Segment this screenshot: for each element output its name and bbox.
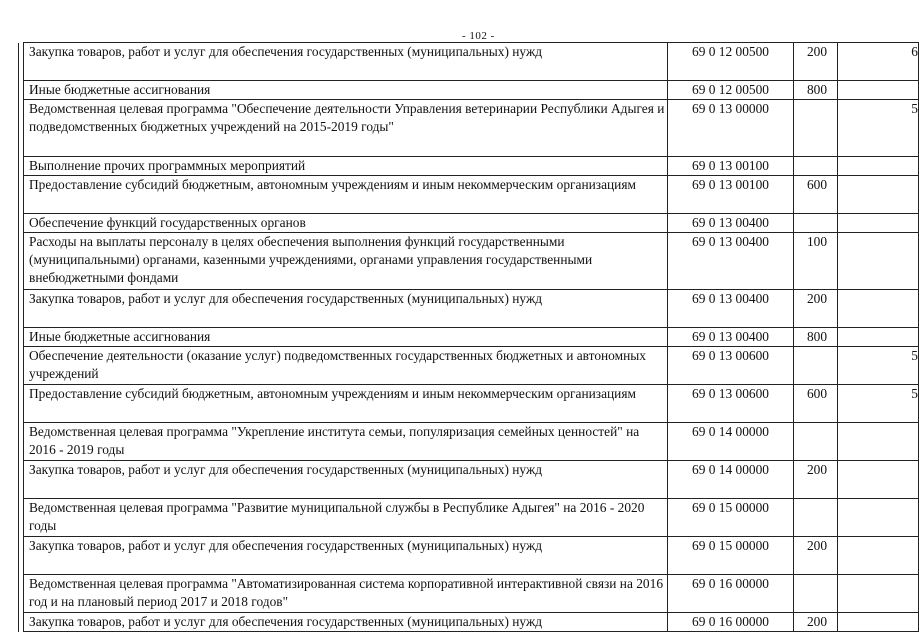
- table-row: [19, 385, 919, 423]
- row-code-cell: 69 0 13 00400: [668, 328, 794, 347]
- row-expense-type-cell: [794, 423, 838, 461]
- row-code-cell: 69 0 16 00000: [668, 613, 794, 632]
- row-code-cell: 69 0 16 00000: [668, 575, 794, 613]
- budget-table-body: [19, 43, 919, 632]
- row-expense-type-cell: 200: [794, 290, 838, 328]
- row-name-cell: Иные бюджетные ассигнования: [24, 328, 668, 347]
- row-expense-type-cell: 200: [794, 613, 838, 632]
- row-name-cell: Ведомственная целевая программа "Автоматизированная система корпоративной интерактивной связи на 2016 год и на плановый период 2017 и 2018 годов": [24, 575, 668, 613]
- row-code-cell: 69 0 13 00100: [668, 176, 794, 214]
- row-amount-cell: [838, 214, 919, 233]
- row-expense-type-cell: 200: [794, 537, 838, 575]
- row-amount-cell: 5: [838, 347, 919, 385]
- row-name-cell: Ведомственная целевая программа "Развитие муниципальной службы в Республике Адыгея" на 2016 - 2020 годы: [24, 499, 668, 537]
- row-code-cell: 69 0 13 00600: [668, 347, 794, 385]
- row-name-cell: Закупка товаров, работ и услуг для обеспечения государственных (муниципальных) нужд: [24, 461, 668, 499]
- row-amount-cell: [838, 157, 919, 176]
- row-amount-cell: [838, 423, 919, 461]
- row-name-cell: Выполнение прочих программных мероприятий: [24, 157, 668, 176]
- row-name-cell: Закупка товаров, работ и услуг для обеспечения государственных (муниципальных) нужд: [24, 537, 668, 575]
- row-name-cell: Ведомственная целевая программа "Обеспечение деятельности Управления ветеринарии Республики Адыгея и подведомственных бюджетных учреждений на 2015-2019 годы": [24, 100, 668, 157]
- row-expense-type-cell: [794, 157, 838, 176]
- row-expense-type-cell: [794, 499, 838, 537]
- row-expense-type-cell: 200: [794, 43, 838, 81]
- table-row: [19, 214, 919, 233]
- row-amount-cell: 5: [838, 100, 919, 157]
- table-row: [19, 499, 919, 537]
- table-row: [19, 613, 919, 632]
- table-row: [19, 347, 919, 385]
- table-row: [19, 157, 919, 176]
- table-row: [19, 537, 919, 575]
- table-row: [19, 290, 919, 328]
- row-code-cell: 69 0 12 00500: [668, 81, 794, 100]
- table-row: [19, 81, 919, 100]
- row-name-cell: Закупка товаров, работ и услуг для обеспечения государственных (муниципальных) нужд: [24, 613, 668, 632]
- row-code-cell: 69 0 13 00400: [668, 214, 794, 233]
- row-amount-cell: [838, 328, 919, 347]
- table-row: [19, 43, 919, 81]
- row-amount-cell: [838, 575, 919, 613]
- row-expense-type-cell: 100: [794, 233, 838, 290]
- row-name-cell: Расходы на выплаты персоналу в целях обеспечения выполнения функций государственными (муниципальными) органами, казенными учреждениями, органами управления государственными внебюджетными фондами: [24, 233, 668, 290]
- row-name-cell: Иные бюджетные ассигнования: [24, 81, 668, 100]
- page-number: - 102 -: [462, 30, 495, 42]
- table-row: [19, 233, 919, 290]
- row-code-cell: 69 0 14 00000: [668, 423, 794, 461]
- row-code-cell: 69 0 13 00000: [668, 100, 794, 157]
- row-name-cell: Ведомственная целевая программа "Укрепление института семьи, популяризация семейных ценностей" на 2016 - 2019 годы: [24, 423, 668, 461]
- row-expense-type-cell: 600: [794, 385, 838, 423]
- row-code-cell: 69 0 13 00100: [668, 157, 794, 176]
- row-code-cell: 69 0 13 00600: [668, 385, 794, 423]
- row-name-cell: Закупка товаров, работ и услуг для обеспечения государственных (муниципальных) нужд: [24, 43, 668, 81]
- row-expense-type-cell: [794, 575, 838, 613]
- row-code-cell: 69 0 13 00400: [668, 290, 794, 328]
- row-name-cell: Предоставление субсидий бюджетным, автономным учреждениям и иным некоммерческим организациям: [24, 176, 668, 214]
- table-row: [19, 461, 919, 499]
- row-code-cell: 69 0 14 00000: [668, 461, 794, 499]
- table-row: [19, 100, 919, 157]
- row-amount-cell: 6: [838, 43, 919, 81]
- row-name-cell: Обеспечение функций государственных органов: [24, 214, 668, 233]
- row-amount-cell: [838, 81, 919, 100]
- row-expense-type-cell: 800: [794, 81, 838, 100]
- row-amount-cell: [838, 233, 919, 290]
- row-name-cell: Предоставление субсидий бюджетным, автономным учреждениям и иным некоммерческим организациям: [24, 385, 668, 423]
- table-row: [19, 328, 919, 347]
- budget-table: [18, 42, 919, 632]
- row-expense-type-cell: [794, 100, 838, 157]
- row-expense-type-cell: 800: [794, 328, 838, 347]
- row-code-cell: 69 0 15 00000: [668, 499, 794, 537]
- row-expense-type-cell: [794, 347, 838, 385]
- row-name-cell: Обеспечение деятельности (оказание услуг) подведомственных государственных бюджетных и автономных учреждений: [24, 347, 668, 385]
- row-expense-type-cell: [794, 214, 838, 233]
- table-row: [19, 423, 919, 461]
- row-amount-cell: [838, 499, 919, 537]
- row-amount-cell: [838, 290, 919, 328]
- row-amount-cell: 5: [838, 385, 919, 423]
- table-row: [19, 575, 919, 613]
- row-amount-cell: [838, 461, 919, 499]
- row-expense-type-cell: 200: [794, 461, 838, 499]
- row-code-cell: 69 0 15 00000: [668, 537, 794, 575]
- row-expense-type-cell: 600: [794, 176, 838, 214]
- row-amount-cell: [838, 537, 919, 575]
- table-row: [19, 176, 919, 214]
- row-code-cell: 69 0 12 00500: [668, 43, 794, 81]
- row-name-cell: Закупка товаров, работ и услуг для обеспечения государственных (муниципальных) нужд: [24, 290, 668, 328]
- row-amount-cell: [838, 613, 919, 632]
- row-code-cell: 69 0 13 00400: [668, 233, 794, 290]
- row-amount-cell: [838, 176, 919, 214]
